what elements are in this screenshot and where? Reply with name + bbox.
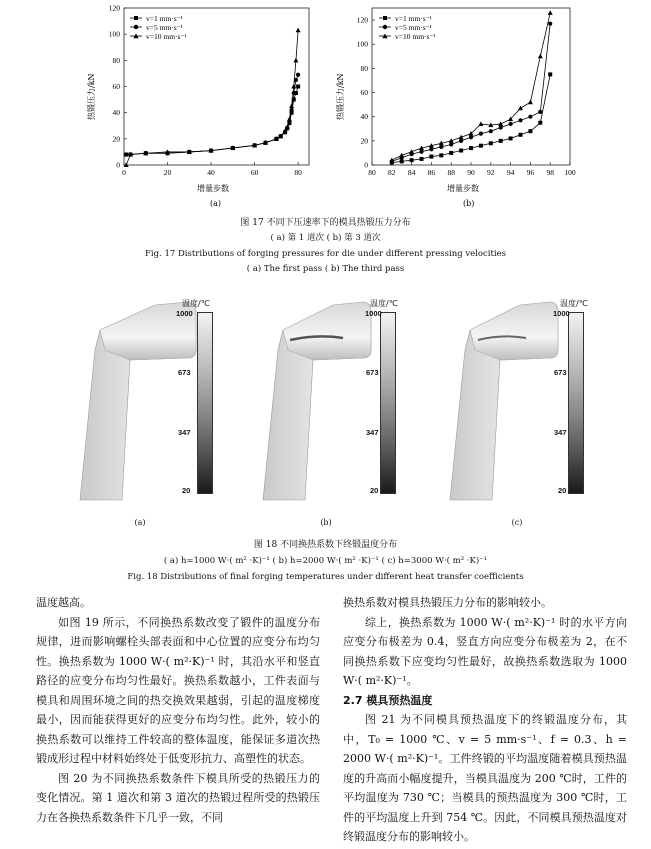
data-point xyxy=(548,72,552,76)
y-tick-label: 80 xyxy=(112,55,120,65)
x-tick-label: 40 xyxy=(207,168,215,177)
data-point xyxy=(439,145,443,149)
right-paragraph-1: 综上，换热系数为 1000 W·( m²·K)⁻¹ 时的水平方向应变分布极差为 0.4，竖直方向应变分布极差为 2，在不同换热系数下应变均匀性最好，故换热系数选取为 1000 W·( m²·K)⁻¹。 xyxy=(343,615,627,687)
fig18-sub-zh: ( a) h=1000 W·( m² ·K)⁻¹ ( b) h=2000 W·( m² ·K)⁻¹ ( c) h=3000 W·( m² ·K)⁻¹ xyxy=(163,556,488,566)
left-top-line: 温度越高。 xyxy=(36,596,91,609)
data-point xyxy=(459,149,463,153)
data-point xyxy=(439,153,443,157)
data-point xyxy=(400,159,404,163)
fig18-panel-a xyxy=(60,290,220,505)
data-point xyxy=(469,146,473,150)
data-point xyxy=(296,28,301,33)
x-axis-label: 增量步数 xyxy=(197,184,229,193)
legend-label: v=10 mm·s⁻¹ xyxy=(395,32,436,41)
legend-item-v5 xyxy=(130,23,183,32)
panel-label-c: (c) xyxy=(511,518,523,527)
x-tick-label: 96 xyxy=(526,168,535,177)
data-point xyxy=(489,129,493,133)
data-point xyxy=(518,106,523,111)
right-paragraph-2: 图 21 为不同模具预热温度下的终锻温度分布，其中，T₀ = 1000 ℃、v = 5 mm·s⁻¹、f = 0.3、h = 2000 W·( m²·K)⁻¹。工件终锻的平均温度随着模具预热温度的升高而小幅度提升，当模具温度为 200 ℃时，工件的平均温度为 730 ℃；当模具的预热温度为 300 ℃时，工件的平均温度上升到 754 ℃。因此，不同模具预热温度对终锻温度分布的影响较小。 xyxy=(343,713,627,843)
colorbar-title-a: 温度/℃ xyxy=(182,299,210,308)
colorbar-c xyxy=(568,312,584,494)
colorbar-label-b-673: 673 xyxy=(366,368,379,377)
data-point xyxy=(429,155,433,159)
data-point xyxy=(528,129,532,133)
x-tick-label: 0 xyxy=(122,168,126,177)
data-point xyxy=(548,22,552,26)
section-heading: 2.7 模具预热温度 xyxy=(343,693,433,707)
series-line xyxy=(126,30,298,165)
data-point xyxy=(429,147,433,151)
data-point xyxy=(499,139,503,143)
right-top-line: 换热系数对模具热锻压力分布的影响较小。 xyxy=(343,596,552,609)
legend-label: v=5 mm·s⁻¹ xyxy=(395,23,432,32)
data-point xyxy=(478,121,483,126)
colorbar-label-a-673: 673 xyxy=(178,368,191,377)
data-point xyxy=(410,158,414,162)
legend-item-v10 xyxy=(130,32,187,41)
data-point xyxy=(528,115,532,119)
x-tick-label: 90 xyxy=(467,168,475,177)
legend-item-v1 xyxy=(130,14,183,23)
data-point xyxy=(293,58,298,63)
data-point xyxy=(289,108,293,112)
colorbar-label-a-20: 20 xyxy=(182,486,191,495)
y-tick-label: 0 xyxy=(364,160,368,170)
colorbar-b xyxy=(380,312,396,494)
data-point xyxy=(538,110,542,114)
data-point xyxy=(292,91,296,95)
left-paragraph-2: 图 20 为不同换热系数条件下模具所受的热锻压力的变化情况。第 1 道次和第 3 道次的热锻过程所受的热锻压力在各换热系数条件下几乎一致，不同 xyxy=(36,771,320,824)
colorbar-label-c-20: 20 xyxy=(558,486,567,495)
y-tick-label: 120 xyxy=(108,3,120,13)
data-point xyxy=(479,144,483,148)
colorbar-label-b-347: 347 xyxy=(366,428,379,437)
data-point xyxy=(509,136,513,140)
data-point xyxy=(296,73,300,77)
data-point xyxy=(509,122,513,126)
colorbar-label-a-1000: 1000 xyxy=(176,309,193,318)
data-point xyxy=(499,125,503,129)
fig17-sub-en: ( a) The first pass ( b) The third pass xyxy=(246,264,405,274)
y-tick-label: 100 xyxy=(108,29,120,39)
colorbar-label-a-347: 347 xyxy=(178,428,191,437)
data-point xyxy=(287,117,292,122)
legend-item-v10 xyxy=(379,32,436,41)
fig17-caption-zh: 图 17 不同下压速率下的模具热锻压力分布 xyxy=(240,218,411,228)
legend-label: v=5 mm·s⁻¹ xyxy=(146,23,183,32)
chart-b xyxy=(335,0,585,210)
y-axis-label: 热锻压力/kN xyxy=(336,73,345,120)
legend-item-v5 xyxy=(379,23,432,32)
left-paragraph-1: 如图 19 所示，不同换热系数改变了锻件的温度分布规律，进而影响螺栓头部表面和中心位置的应变分布均匀性。换热系数为 1000 W·( m²·K)⁻¹ 时，其沿水平和竖直路径的应变分布均匀性最好。换热系数越小，工件表面与模具和周围环境之间的热交换效果越弱，引起的温度梯度最小，因而能获得更好的应变分布均匀性。此外，较小的换热系数可以维持工件较高的整体温度，能保证多道次热锻成形过程中材料始终处于低变形抗力、高塑性的状态。 xyxy=(36,615,320,765)
data-point xyxy=(419,150,423,154)
y-tick-label: 40 xyxy=(112,108,120,118)
x-tick-label: 60 xyxy=(250,168,259,177)
data-point xyxy=(124,152,128,156)
colorbar-label-c-673: 673 xyxy=(554,368,567,377)
x-tick-label: 20 xyxy=(163,168,172,177)
x-tick-label: 80 xyxy=(368,168,376,177)
x-tick-label: 80 xyxy=(294,168,302,177)
left-column xyxy=(36,593,320,827)
data-point xyxy=(449,142,453,146)
legend-item-v1 xyxy=(379,14,432,23)
x-tick-label: 100 xyxy=(564,168,576,177)
colorbar-a xyxy=(197,312,213,494)
right-column xyxy=(343,593,627,847)
legend-label: v=10 mm·s⁻¹ xyxy=(146,32,187,41)
data-point xyxy=(469,135,473,139)
data-point xyxy=(389,158,394,163)
data-point xyxy=(489,141,493,145)
x-tick-label: 88 xyxy=(447,168,455,177)
y-tick-label: 20 xyxy=(112,134,120,144)
y-tick-label: 20 xyxy=(360,136,368,146)
data-point xyxy=(479,132,483,136)
colorbar-title-c: 温度/℃ xyxy=(560,299,588,308)
y-tick-label: 120 xyxy=(356,15,368,25)
data-point xyxy=(420,157,424,161)
legend-label: v=1 mm·s⁻¹ xyxy=(395,14,432,23)
x-tick-label: 86 xyxy=(427,168,436,177)
data-point xyxy=(538,54,543,59)
colorbar-label-c-1000: 1000 xyxy=(553,309,570,318)
fig17-sub-zh: ( a) 第 1 道次 ( b) 第 3 道次 xyxy=(270,233,381,243)
data-point xyxy=(528,100,533,105)
data-point xyxy=(538,121,542,125)
panel-label-b: (b) xyxy=(463,199,475,208)
y-tick-label: 0 xyxy=(116,160,120,170)
colorbar-label-b-20: 20 xyxy=(370,486,379,495)
legend-label: v=1 mm·s⁻¹ xyxy=(146,14,183,23)
x-tick-label: 92 xyxy=(487,168,495,177)
panel-label-a: (a) xyxy=(210,199,222,208)
chart-a xyxy=(80,0,320,210)
data-point xyxy=(296,85,300,89)
colorbar-label-b-1000: 1000 xyxy=(365,309,382,318)
data-point xyxy=(548,10,553,15)
data-point xyxy=(459,139,463,143)
panel-label-b: (b) xyxy=(320,518,332,527)
x-tick-label: 82 xyxy=(388,168,396,177)
colorbar-label-c-347: 347 xyxy=(554,428,567,437)
data-point xyxy=(519,133,523,137)
x-tick-label: 84 xyxy=(407,168,416,177)
series-line xyxy=(392,24,550,162)
y-tick-label: 40 xyxy=(360,112,368,122)
x-tick-label: 98 xyxy=(546,168,554,177)
x-axis-label: 增量步数 xyxy=(447,184,479,193)
series-line xyxy=(126,75,298,155)
y-tick-label: 60 xyxy=(112,82,120,91)
fig17-caption-en: Fig. 17 Distributions of forging pressures for die under different pressing velocities xyxy=(144,249,507,259)
fig18-caption-en: Fig. 18 Distributions of final forging temperatures under different heat transfer coefficients xyxy=(127,572,524,582)
panel-label-a: (a) xyxy=(134,518,146,527)
data-point xyxy=(518,118,522,122)
colorbar-title-b: 温度/℃ xyxy=(370,299,398,308)
fig18-caption-zh: 图 18 不同换热系数下终锻温度分布 xyxy=(253,540,398,550)
y-axis-label: 热锻压力/kN xyxy=(87,73,96,120)
forging-part-image-a xyxy=(60,290,220,505)
series-line xyxy=(126,87,298,155)
data-point xyxy=(498,121,503,126)
data-point xyxy=(449,151,453,155)
y-tick-label: 80 xyxy=(360,63,368,73)
x-tick-label: 94 xyxy=(506,168,515,177)
y-tick-label: 60 xyxy=(360,88,368,98)
y-tick-label: 100 xyxy=(356,39,368,49)
